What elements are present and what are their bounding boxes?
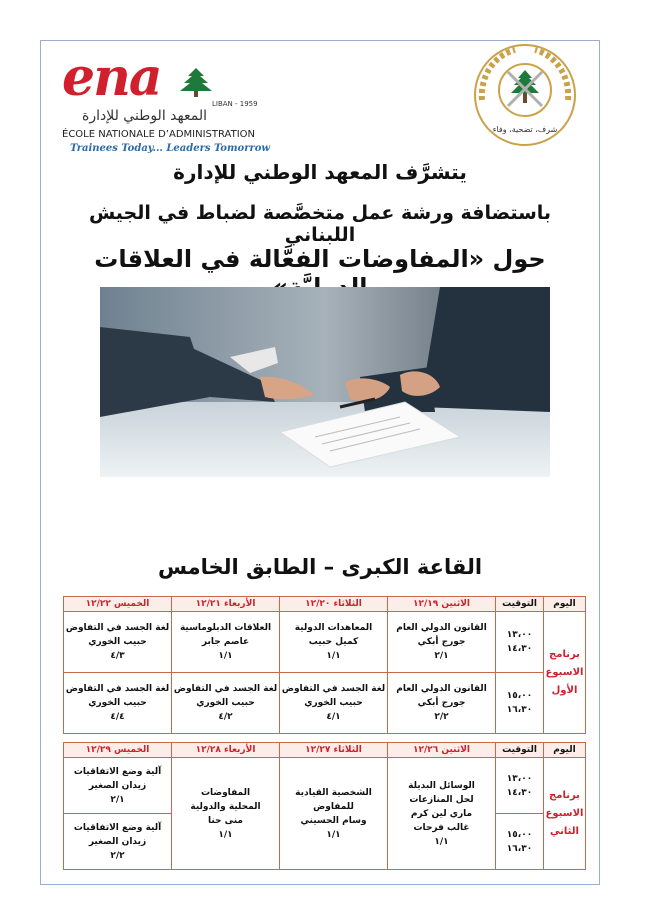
emblem-motto: شرف، تضحية، وفاء <box>492 125 558 134</box>
session-cell: لغة الجسد في التفاوض حبيب الخوري ٤/١ <box>280 673 388 734</box>
header-day-col: الثلاثاء ١٢/٢٠ <box>280 597 388 612</box>
table-header-row <box>64 743 586 758</box>
time-cell: ١٣،٠٠ ١٤،٣٠ <box>496 612 544 673</box>
ena-logo <box>62 47 271 154</box>
time-cell: ١٥،٠٠ ١٦،٣٠ <box>496 814 544 870</box>
venue-label: القاعة الكبرى – الطابق الخامس <box>157 555 483 579</box>
liban-tag: LIBAN - 1959 <box>212 100 258 108</box>
week-label: برنامج الاسبوع الأول <box>544 612 586 734</box>
session-cell: المفاوضات المحلية والدولية منى حنا ١/١ <box>172 758 280 870</box>
session-cell: المعاهدات الدولية كميل حبيب ١/١ <box>280 612 388 673</box>
session-cell: لغة الجسد في التفاوض حبيب الخوري ٤/٤ <box>64 673 172 734</box>
week-label: برنامج الاسبوع الثاني <box>544 758 586 870</box>
ena-tagline: Trainees Today... Leaders Tomorrow <box>70 143 271 154</box>
session-cell: آلية وضع الاتفاقيات زيدان الصغير ٢/١ <box>64 758 172 814</box>
cedar-icon <box>174 66 218 100</box>
session-cell: القانون الدولي العام جورج أبكي ٢/١ <box>388 612 496 673</box>
lebanese-army-emblem <box>470 40 580 150</box>
ena-arabic-name: المعهد الوطني للإدارة <box>82 108 207 124</box>
ena-wordmark: ena <box>62 47 161 108</box>
header-time: التوقيت <box>496 597 544 612</box>
header-day-col: الاثنين ١٢/٢٦ <box>388 743 496 758</box>
negotiation-photo <box>100 287 550 477</box>
session-cell: آلية وضع الاتفاقيات زيدان الصغير ٢/٢ <box>64 814 172 870</box>
header-day: اليوم <box>544 743 586 758</box>
header-day-col: الثلاثاء ١٢/٢٧ <box>280 743 388 758</box>
table-header-row <box>64 597 586 612</box>
time-cell: ١٥،٠٠ ١٦،٣٠ <box>496 673 544 734</box>
week2-schedule-table <box>63 742 586 870</box>
session-cell: العلاقات الدبلوماسية عاصم جابر ١/١ <box>172 612 280 673</box>
table-row <box>64 758 586 814</box>
session-cell: لغة الجسد في التفاوض حبيب الخوري ٤/٣ <box>64 612 172 673</box>
header-day-col: الأربعاء ١٢/٢٨ <box>172 743 280 758</box>
session-cell: القانون الدولي العام جورج أبكي ٢/٢ <box>388 673 496 734</box>
title-topic: حول «المفاوضات الفعَّالة في العلاقات <box>94 245 546 273</box>
week1-schedule-table <box>63 596 586 734</box>
header-day: اليوم <box>544 597 586 612</box>
session-cell: الوسائل البديلة لحل المنازعات ماري لين كرم غالب فرحات ١/١ <box>388 758 496 870</box>
time-cell: ١٣،٠٠ ١٤،٣٠ <box>496 758 544 814</box>
table-row <box>64 612 586 673</box>
header-day-col: الخميس ١٢/٢٢ <box>64 597 172 612</box>
session-cell: لغة الجسد في التفاوض حبيب الخوري ٤/٢ <box>172 673 280 734</box>
header-day-col: الاثنين ١٢/١٩ <box>388 597 496 612</box>
header-day-col: الأربعاء ١٢/٢١ <box>172 597 280 612</box>
session-cell: الشخصية القيادية للمفاوض وسام الحسيني ١/١ <box>280 758 388 870</box>
header-time: التوقيت <box>496 743 544 758</box>
table-row <box>64 673 586 734</box>
title-workshop: باستضافة ورشة عمل متخصَّصة لضباط في الجيش اللبناني <box>88 202 552 246</box>
title-host: يتشرَّف المعهد الوطني للإدارة <box>173 160 467 184</box>
ena-french-name: ÉCOLE NATIONALE D’ADMINISTRATION <box>62 129 256 140</box>
header-day-col: الخميس ١٢/٢٩ <box>64 743 172 758</box>
